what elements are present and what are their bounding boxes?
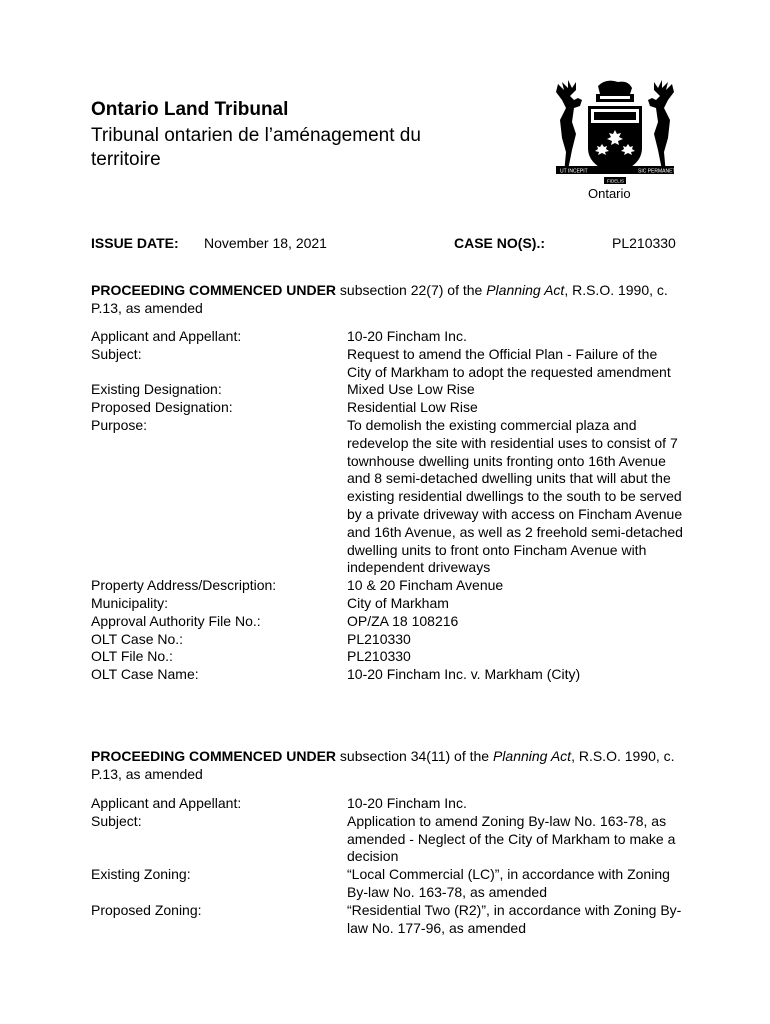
svg-text:FIDELIS: FIDELIS	[607, 178, 625, 184]
detail-row: Approval Authority File No.: OP/ZA 18 108216	[91, 612, 459, 629]
case-number-value: PL210330	[612, 235, 676, 251]
svg-text:SIC PERMANET: SIC PERMANET	[638, 168, 676, 175]
case-number-label: CASE NO(S).:	[454, 235, 545, 251]
detail-row: Proposed Zoning: “Residential Two (R2)”, in accordance with Zoning By-law No. 177-96, as amended	[91, 901, 682, 936]
detail-row: OLT File No.: PL210330	[91, 648, 411, 665]
ontario-wordmark: Ontario	[588, 186, 631, 201]
svg-text:UT INCEPIT: UT INCEPIT	[560, 168, 588, 175]
detail-row: Purpose: To demolish the existing commercial plaza and redevelop the site with residential uses to consist of 7 townhouse dwelling units fronting onto 16th Avenue and 8 semi-detached dwelling units that will abut the existing residential dwellings to the south to be served by a private driveway with access on Fincham Avenue and 16th Avenue, as well as 2 freehold semi-detached dwelling units to front onto Fincham Avenue with independent driveways	[91, 416, 683, 576]
proceeding-heading-2: PROCEEDING COMMENCED UNDER subsection 34(11) of the Planning Act, R.S.O. 1990, c. P.13, as amended	[91, 748, 675, 782]
issue-date-value: November 18, 2021	[204, 235, 327, 251]
detail-row: Subject: Application to amend Zoning By-law No. 163-78, as amended - Neglect of the City of Markham to make a decision	[91, 812, 676, 865]
moose-left-icon	[556, 80, 582, 174]
detail-row: OLT Case No.: PL210330	[91, 630, 411, 647]
proceeding-details-1	[91, 328, 691, 684]
detail-row: Subject: Request to amend the Official Plan - Failure of the City of Markham to adopt the requested amendment	[91, 345, 671, 380]
tribunal-name-english: Ontario Land Tribunal	[91, 99, 289, 120]
detail-row: Applicant and Appellant: 10-20 Fincham Inc.	[91, 795, 467, 811]
ontario-coat-of-arms-icon	[554, 78, 676, 202]
tribunal-name-french: Tribunal ontarien de l’aménagement du territoire	[91, 125, 421, 170]
deer-right-icon	[648, 80, 674, 174]
issue-date-label: ISSUE DATE:	[91, 235, 179, 251]
detail-row: Proposed Designation: Residential Low Rise	[91, 399, 478, 416]
detail-row: Applicant and Appellant: 10-20 Fincham Inc.	[91, 328, 467, 344]
detail-row: Municipality: City of Markham	[91, 594, 449, 611]
detail-row: Property Address/Description: 10 & 20 Fincham Avenue	[91, 577, 504, 594]
detail-row: Existing Designation: Mixed Use Low Rise	[91, 381, 475, 398]
detail-row: Existing Zoning: “Local Commercial (LC)”, in accordance with Zoning By-law No. 163-78, as amended	[91, 866, 670, 900]
proceeding-heading-1: PROCEEDING COMMENCED UNDER subsection 22(7) of the Planning Act, R.S.O. 1990, c. P.13, as amended	[91, 282, 668, 316]
detail-row: OLT Case Name: 10-20 Fincham Inc. v. Markham (City)	[91, 666, 581, 683]
proceeding-details-2	[91, 795, 691, 937]
